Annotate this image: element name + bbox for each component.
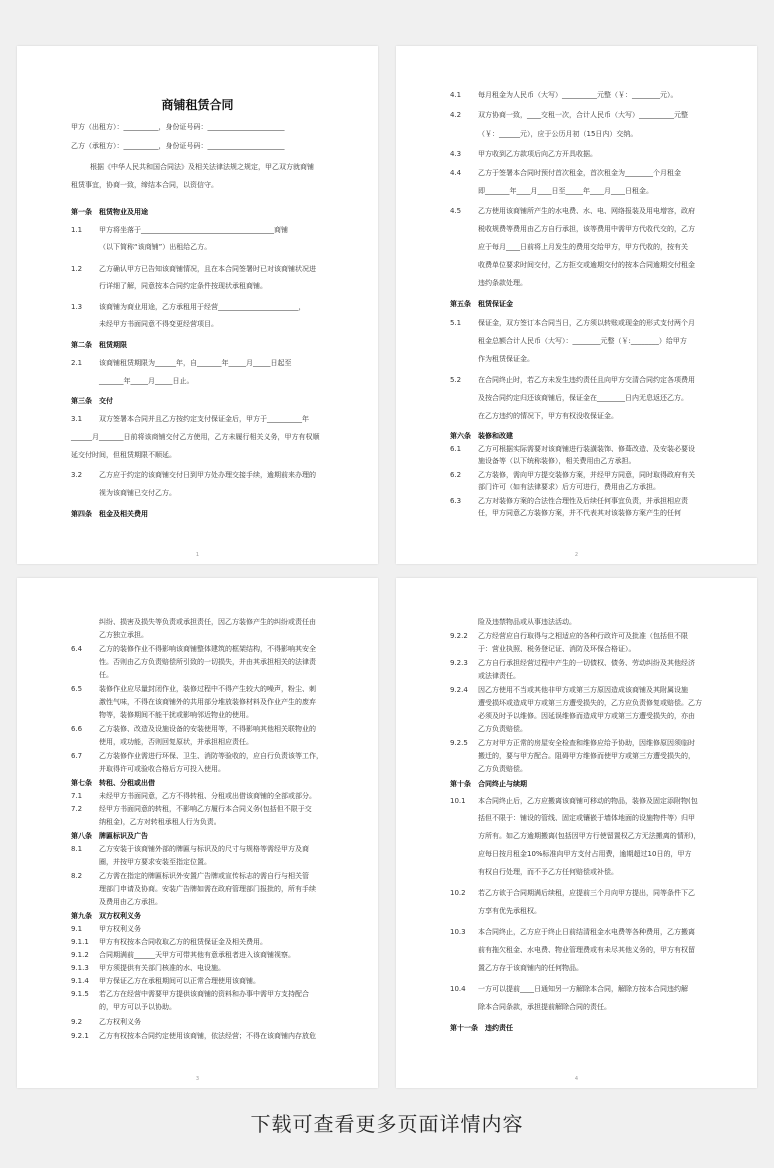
- body-text-line: 括但不限于：铺设的管线、固定或镶嵌于墙体地面的设施物件等）归甲: [478, 814, 695, 822]
- body-text-line: 装修作业应尽量封闭作业，装修过程中不得产生较大的噪声，粉尘、刺: [99, 685, 316, 693]
- body-text-line: （以下简称“该商铺”）出租给乙方。: [99, 243, 212, 251]
- clause-number: 8.1: [71, 845, 83, 853]
- body-text-line: 乙方使用该商铺所产生的水电费、水、电、网络报装及用电增容，政府: [478, 207, 695, 215]
- body-text-line: （￥：______元），应于公历月初（15日内）交纳。: [478, 130, 638, 138]
- clause-number: 10.3: [450, 928, 466, 936]
- body-text-line: _______年_____月_____日止。: [99, 377, 194, 385]
- body-text-line: 置乙方存于该商铺内的任何物品。: [478, 964, 583, 972]
- clause-number: 5.1: [450, 319, 462, 327]
- section-heading: 第五条 租赁保证金: [450, 300, 513, 308]
- document-title: 商铺租赁合同: [161, 98, 234, 112]
- clause-number: 4.1: [450, 91, 462, 99]
- clause-number: 6.5: [71, 685, 83, 693]
- clause-number: 9.2: [71, 1018, 83, 1026]
- clause-number: 3.1: [71, 415, 83, 423]
- page-number: 1: [195, 552, 200, 558]
- body-text-line: 前有拖欠租金、水电费、物业管理费或有未尽其他义务的，甲方有权留: [478, 946, 695, 954]
- clause-number: 9.1.1: [71, 938, 89, 946]
- body-text-line: 延交付时间，但租赁期限不顺延。: [71, 451, 176, 459]
- body-text-line: 甲方（出租方）：__________，身份证号码：______________________: [71, 123, 285, 131]
- body-text-line: 即_______年____月____日至_____年____月____日租金。: [478, 187, 653, 195]
- clause-number: 4.2: [450, 111, 462, 119]
- clause-number: 1.2: [71, 265, 83, 273]
- clause-number: 8.2: [71, 872, 83, 880]
- body-text-line: 乙方装修，需向甲方提交装修方案，并经甲方同意，同时取得政府有关: [478, 471, 695, 479]
- clause-number: 9.2.2: [450, 632, 468, 640]
- section-heading: 第七条 转租、分租或出借: [71, 779, 155, 787]
- body-text-line: 必须及时予以维修。因延误维修而造成甲方或第三方遭受损失的，亦由: [478, 712, 695, 720]
- body-text-line: 乙方于签署本合同时预付首次租金，首次租金为________个月租金: [478, 169, 681, 177]
- body-text-line: 乙方负责赔偿。: [478, 765, 527, 773]
- body-text-line: 搬迁的，要与甲方配合。阻碍甲方维修而使甲方或第三方遭受损失的，: [478, 752, 695, 760]
- body-text-line: 行详细了解，同意按本合同约定条件按现状承租商铺。: [99, 282, 267, 290]
- body-text-line: 未经甲方书面同意不得变更经营项目。: [99, 320, 218, 328]
- clause-number: 6.7: [71, 752, 83, 760]
- body-text-line: 乙方经营应自行取得与之相适应的各种行政许可及批准（包括但不限: [478, 632, 688, 640]
- document-page-4: [396, 578, 757, 1088]
- body-text-line: 及按合同约定归还该商铺后，保证金在________日内无息返还乙方。: [478, 394, 688, 402]
- body-text-line: 本合同终止，乙方应于终止日前结清租金水电费等各种费用，乙方搬离: [478, 928, 695, 936]
- clause-number: 9.1.4: [71, 977, 89, 985]
- body-text-line: 甲方有权按本合同收取乙方的租赁保证金及相关费用。: [99, 938, 267, 946]
- body-text-line: 甲方保证乙方在承租期间可以正常合理使用该商铺。: [99, 977, 260, 985]
- body-text-line: 双方签署本合同并且乙方按约定支付保证金后，甲方于__________年: [99, 415, 309, 423]
- body-text-line: 乙方确认甲方已告知该商铺情况，且在本合同签署时已对该商铺状况进: [99, 265, 316, 273]
- body-text-line: 乙方装修、改造及设施设备的安装使用等，不得影响其他相关联物业的: [99, 725, 316, 733]
- body-text-line: 性。否则由乙方负责赔偿所引致的一切损失，并由其承担相关的法律责: [99, 658, 316, 666]
- body-text-line: 双方协商一致，____交租一次，合计人民币（大写）__________元整: [478, 111, 688, 119]
- body-text-line: 乙方需在指定的牌匾标识外安置广告牌或宣传标志的需自行与相关管: [99, 872, 309, 880]
- clause-number: 4.3: [450, 150, 462, 158]
- body-text-line: 乙方负责赔偿。: [478, 725, 527, 733]
- clause-number: 4.4: [450, 169, 462, 177]
- body-text-line: 应于每月____日前将上月发生的费用交给甲方，甲方代收的，按有关: [478, 243, 688, 251]
- body-text-line: 理部门申请及协商。安装广告牌如需在政府管理部门报批的，所有手续: [99, 885, 316, 893]
- body-text-line: 经甲方书面同意的转租，不影响乙方履行本合同义务(包括但不限于交: [99, 805, 312, 813]
- body-text-line: 租赁事宜，协商一致，缔结本合同，以资信守。: [71, 181, 218, 189]
- body-text-line: 若乙方欲于合同期满后续租，应提前三个月向甲方提出，同等条件下乙: [478, 889, 695, 897]
- body-text-line: 该商铺租赁期限为______年，自_______年_____月_____日起至: [99, 359, 292, 367]
- body-text-line: 保证金，双方签订本合同当日，乙方须以转账或现金的形式支付两个月: [478, 319, 695, 327]
- body-text-line: 甲方权利义务: [99, 925, 141, 933]
- body-text-line: 若乙方在经营中需要甲方提供该商铺的资料和办事中需甲方支持配合: [99, 990, 309, 998]
- section-heading: 第八条 牌匾标识及广告: [71, 832, 148, 840]
- body-text-line: 视为该商铺已交付乙方。: [99, 489, 176, 497]
- body-text-line: 施设备等（以下统称装修），相关费用由乙方承担。: [478, 457, 636, 465]
- clause-number: 1.3: [71, 303, 83, 311]
- body-text-line: 应每日按月租金10%标准向甲方支付占用费，逾期超过10日的，甲方: [478, 850, 692, 858]
- body-text-line: 在乙方违约的情况下，甲方有权没收保证金。: [478, 412, 618, 420]
- clause-number: 6.2: [450, 471, 462, 479]
- page-1-content: [17, 46, 378, 564]
- body-text-line: 乙方对甲方正常的房屋安全检查和维修应给予协助，因维修原因须临时: [478, 739, 695, 747]
- clause-number: 6.4: [71, 645, 83, 653]
- body-text-line: 收费单位要求时间交付，乙方拒交或逾期交付的按本合同逾期交付租金: [478, 261, 695, 269]
- section-heading: 第九条 双方权利义务: [71, 912, 141, 920]
- body-text-line: 每月租金为人民币（大写）__________元整（￥：________元）。: [478, 91, 678, 99]
- body-text-line: 乙方装修作业需进行环保、卫生、消防等验收的，应自行负责该等工作，: [99, 752, 323, 760]
- page-number: 3: [195, 1076, 200, 1082]
- section-heading: 第六条 装修和改建: [450, 432, 513, 440]
- body-text-line: 根据《中华人民共和国合同法》及相关法律法规之规定，甲乙双方就商铺: [90, 163, 314, 171]
- body-text-line: 纳租金)，乙方对转租承租人行为负责。: [99, 818, 221, 826]
- clause-number: 5.2: [450, 376, 462, 384]
- section-heading: 第十条 合同终止与续期: [450, 780, 527, 788]
- body-text-line: 险及违禁物品或从事违法活动。: [478, 618, 576, 626]
- body-text-line: 乙方权利义务: [99, 1018, 141, 1026]
- clause-number: 7.2: [71, 805, 83, 813]
- section-heading: 第三条 交付: [71, 397, 113, 405]
- body-text-line: 并取得许可或验收合格后方可投入使用。: [99, 765, 225, 773]
- body-text-line: 乙方独立承担。: [99, 631, 148, 639]
- document-page-1: [17, 46, 378, 564]
- body-text-line: 遭受损坏或造成甲方或第三方遭受损失的，乙方应负责修复或赔偿。乙方: [478, 699, 702, 707]
- clause-number: 9.1: [71, 925, 83, 933]
- clause-number: 2.1: [71, 359, 83, 367]
- body-text-line: 使用，或功能，否则回复原状，并承担相应责任。: [99, 738, 253, 746]
- body-text-line: 圈，并按甲方要求安装至指定位置。: [99, 858, 211, 866]
- document-page-3: [17, 578, 378, 1088]
- body-text-line: 乙方有权按本合同约定使用该商铺，依法经营；不得在该商铺内存放危: [99, 1032, 316, 1040]
- body-text-line: 甲方收到乙方款项后向乙方开具收据。: [478, 150, 597, 158]
- clause-number: 6.1: [450, 445, 462, 453]
- section-heading: 第二条 租赁期限: [71, 341, 127, 349]
- clause-number: 10.2: [450, 889, 466, 897]
- body-text-line: 有权自行处理，而不予乙方任何赔偿或补偿。: [478, 868, 618, 876]
- clause-number: 9.1.5: [71, 990, 89, 998]
- body-text-line: 除本合同条款，承担提前解除合同的责任。: [478, 1003, 611, 1011]
- body-text-line: 及费用由乙方承担。: [99, 898, 162, 906]
- page-number: 2: [574, 552, 579, 558]
- body-text-line: 未经甲方书面同意，乙方不得转租、分租或出借该商铺的全部或部分。: [99, 792, 316, 800]
- body-text-line: 甲方须提供有关部门核准的水、电设施。: [99, 964, 225, 972]
- body-text-line: 的，甲方可以予以协助。: [99, 1003, 176, 1011]
- body-text-line: 物等，装修期间不能干扰或影响邻近物业的使用。: [99, 711, 253, 719]
- body-text-line: 租金总额合计人民币（大写）：________元整（￥:________）给甲方: [478, 337, 687, 345]
- page-2-content: [396, 46, 757, 564]
- clause-number: 3.2: [71, 471, 83, 479]
- body-text-line: 乙方应于约定的该商铺交付日到甲方处办理交接手续，逾期前来办理的: [99, 471, 316, 479]
- body-text-line: 一方可以提前____日通知另一方解除本合同，解除方按本合同违约解: [478, 985, 688, 993]
- body-text-line: 任，甲方同意乙方装修方案，并不代表其对该装修方案产生的任何: [478, 509, 681, 517]
- clause-number: 9.1.2: [71, 951, 89, 959]
- page-number: 4: [574, 1076, 579, 1082]
- clause-number: 6.3: [450, 497, 462, 505]
- clause-number: 9.2.1: [71, 1032, 89, 1040]
- clause-number: 10.4: [450, 985, 466, 993]
- body-text-line: 乙方可根据实际需要对该商铺进行装潢装饰、修葺改造、及安装必要设: [478, 445, 695, 453]
- body-text-line: 在合同终止时，若乙方未发生违约责任且向甲方交清合同约定各项费用: [478, 376, 695, 384]
- body-text-line: 部门许可（如有法律要求）后方可进行，费用由乙方承担。: [478, 483, 660, 491]
- body-text-line: 该商铺为商业用途，乙方承租用于经营_______________________，: [99, 303, 306, 311]
- body-text-line: 乙方的装修作业不得影响该商铺整体建筑的框架结构，不得影响其安全: [99, 645, 316, 653]
- clause-number: 6.6: [71, 725, 83, 733]
- clause-number: 10.1: [450, 797, 466, 805]
- clause-number: 7.1: [71, 792, 83, 800]
- document-page-2: [396, 46, 757, 564]
- section-heading: 第一条 租赁物业及用途: [71, 208, 148, 216]
- body-text-line: 方享有优先承租权。: [478, 907, 541, 915]
- body-text-line: 或法律责任。: [478, 672, 520, 680]
- body-text-line: 乙方安装于该商铺外部的牌匾与标识及的尺寸与规格等需经甲方及商: [99, 845, 309, 853]
- clause-number: 9.1.3: [71, 964, 89, 972]
- body-text-line: 任。: [99, 671, 113, 679]
- body-text-line: 方所有。如乙方逾期搬离(包括因甲方行使留置权乙方无法搬离的情形)，: [478, 832, 701, 840]
- body-text-line: 乙方（承租方）：__________，身份证号码：______________________: [71, 142, 285, 150]
- download-more-link[interactable]: 下载可查看更多页面详情内容: [250, 1112, 524, 1136]
- clause-number: 9.2.4: [450, 686, 468, 694]
- body-text-line: 乙方对装修方案的合法性合理性及后续任何事宜负责，并承担相应责: [478, 497, 688, 505]
- body-text-line: 作为租赁保证金。: [478, 355, 534, 363]
- section-heading: 第四条 租金及相关费用: [71, 510, 148, 518]
- body-text-line: 激性气味，不得在该商铺外的共用部分堆放装修材料及作业产生的废弃: [99, 698, 316, 706]
- clause-number: 4.5: [450, 207, 462, 215]
- clause-number: 9.2.5: [450, 739, 468, 747]
- body-text-line: 合同期满前______天甲方可带其他有意承租者进入该商铺视察。: [99, 951, 295, 959]
- body-text-line: 乙方自行承担经营过程中产生的一切债权、债务、劳动纠纷及其他经济: [478, 659, 695, 667]
- body-text-line: 违约条款处理。: [478, 279, 527, 287]
- section-heading: 第十一条 违约责任: [450, 1024, 513, 1032]
- clause-number: 1.1: [71, 226, 83, 234]
- page-3-content: [17, 578, 378, 1088]
- page-4-content: [396, 578, 757, 1088]
- body-text-line: ______月_______日前将该商铺交付乙方使用，乙方未履行相关义务，甲方有权顺: [71, 433, 320, 441]
- body-text-line: 因乙方使用不当或其他非甲方或第三方原因造成该商铺及其附属设施: [478, 686, 688, 694]
- body-text-line: 税收规费等费用由乙方自行承担，该等费用中需甲方代收代交的，乙方: [478, 225, 695, 233]
- body-text-line: 本合同终止后，乙方应搬离该商铺可移动的物品，装修及固定添附物(包: [478, 797, 698, 805]
- clause-number: 9.2.3: [450, 659, 468, 667]
- body-text-line: 纠纷、损害及损失等负责或承担责任，因乙方装修产生的纠纷或责任由: [99, 618, 316, 626]
- body-text-line: 于：营业执照、税务登记证、消防及环保合格证）。: [478, 645, 636, 653]
- body-text-line: 甲方将坐落于______________________________________商铺: [99, 226, 288, 234]
